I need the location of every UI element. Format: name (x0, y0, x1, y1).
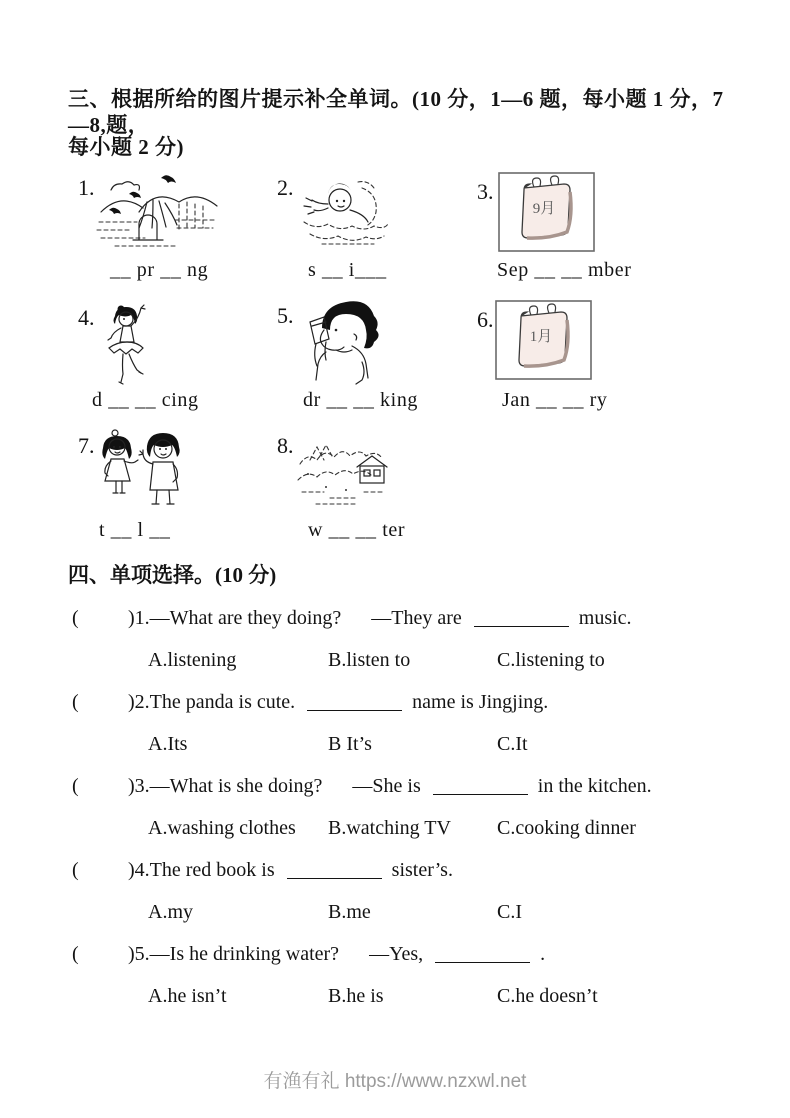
question-4-text: The red book is (149, 859, 275, 881)
question-5-text2: —Yes, (369, 943, 424, 965)
question-2 (0, 690, 790, 715)
item-4-answer: d __ __ cing (92, 389, 199, 411)
answer-blank (435, 942, 530, 963)
option-c: C.I (497, 901, 522, 923)
item-1-answer: __ pr __ ng (110, 259, 209, 281)
dancing-girl-picture (95, 302, 159, 390)
option-b: B It’s (328, 733, 372, 755)
option-a: A.my (148, 901, 193, 923)
option-b: B.watching TV (328, 817, 451, 839)
question-5-number: )5. (128, 943, 150, 965)
question-3-options (0, 816, 790, 841)
answer-paren: ( (72, 775, 79, 797)
item-6-number: 6. (477, 307, 494, 332)
question-5 (0, 942, 790, 967)
question-1-text: —What are they doing? (149, 607, 342, 629)
calendar-september-picture (498, 172, 595, 252)
question-5-text: —Is he drinking water? (149, 943, 340, 965)
question-1-tail: music. (578, 607, 632, 629)
question-4 (0, 858, 790, 883)
item-2-answer: s __ i___ (308, 259, 387, 281)
question-3 (0, 774, 790, 799)
question-3-text2: —She is (352, 775, 421, 797)
option-b: B.me (328, 901, 371, 923)
question-1-number: )1. (128, 607, 150, 629)
answer-blank (287, 858, 382, 879)
item-7-number: 7. (78, 433, 95, 458)
item-3-answer: Sep __ __ mber (497, 259, 632, 281)
option-c: C.cooking dinner (497, 817, 636, 839)
item-2-number: 2. (277, 175, 294, 200)
answer-blank (433, 774, 528, 795)
question-4-tail: sister’s. (391, 859, 453, 881)
spring-scene-picture (95, 172, 220, 254)
section3-heading-line1: 三、根据所给的图片提示补全单词。(10 分，1—6 题，每小题 1 分，7—8,题， (68, 87, 724, 137)
question-4-number: )4. (128, 859, 150, 881)
question-2-options (0, 732, 790, 757)
item-8-number: 8. (277, 433, 294, 458)
option-c: C.It (497, 733, 528, 755)
item-3-number: 3. (477, 179, 494, 204)
swimming-picture (298, 170, 392, 254)
question-2-number: )2. (128, 691, 150, 713)
question-1-text2: —They are (371, 607, 462, 629)
calendar-month-label: 1月 (529, 329, 553, 345)
answer-paren: ( (72, 859, 79, 881)
question-5-tail: . (540, 943, 546, 965)
question-1-options (0, 648, 790, 673)
question-1 (0, 606, 790, 631)
question-3-number: )3. (128, 775, 150, 797)
item-4-number: 4. (78, 305, 95, 330)
talking-children-picture (93, 428, 189, 516)
question-3-tail: in the kitchen. (537, 775, 652, 797)
section3-heading-line2: 每小题 2 分) (68, 135, 184, 159)
option-a: A.washing clothes (148, 817, 296, 839)
answer-blank (307, 690, 402, 711)
question-3-text: —What is she doing? (149, 775, 323, 797)
option-a: A.he isn’t (148, 985, 227, 1007)
item-7-answer: t __ l __ (99, 519, 171, 541)
drinking-boy-picture (296, 296, 384, 388)
option-a: A.listening (148, 649, 237, 671)
calendar-month-label: 9月 (532, 201, 556, 217)
section4-heading: 四、单项选择。(10 分) (68, 563, 277, 587)
question-5-options (0, 984, 790, 1009)
question-2-text: The panda is cute. (149, 691, 296, 713)
option-a: A.Its (148, 733, 188, 755)
option-c: C.he doesn’t (497, 985, 598, 1007)
answer-paren: ( (72, 943, 79, 965)
section4 (0, 562, 790, 1026)
question-4-options (0, 900, 790, 925)
winter-scene-picture (296, 430, 395, 512)
answer-blank (474, 606, 569, 627)
option-c: C.listening to (497, 649, 605, 671)
question-2-tail: name is Jingjing. (412, 691, 549, 713)
answer-paren: ( (72, 607, 79, 629)
item-1-number: 1. (78, 175, 95, 200)
item-5-number: 5. (277, 303, 294, 328)
option-b: B.listen to (328, 649, 411, 671)
item-5-answer: dr __ __ king (303, 389, 419, 411)
answer-paren: ( (72, 691, 79, 713)
item-6-answer: Jan __ __ ry (502, 389, 608, 411)
option-b: B.he is (328, 985, 384, 1007)
site-watermark: 有渔有礼 https://www.nzxwl.net (263, 1071, 527, 1092)
calendar-january-picture (495, 300, 592, 380)
item-8-answer: w __ __ ter (308, 519, 406, 541)
